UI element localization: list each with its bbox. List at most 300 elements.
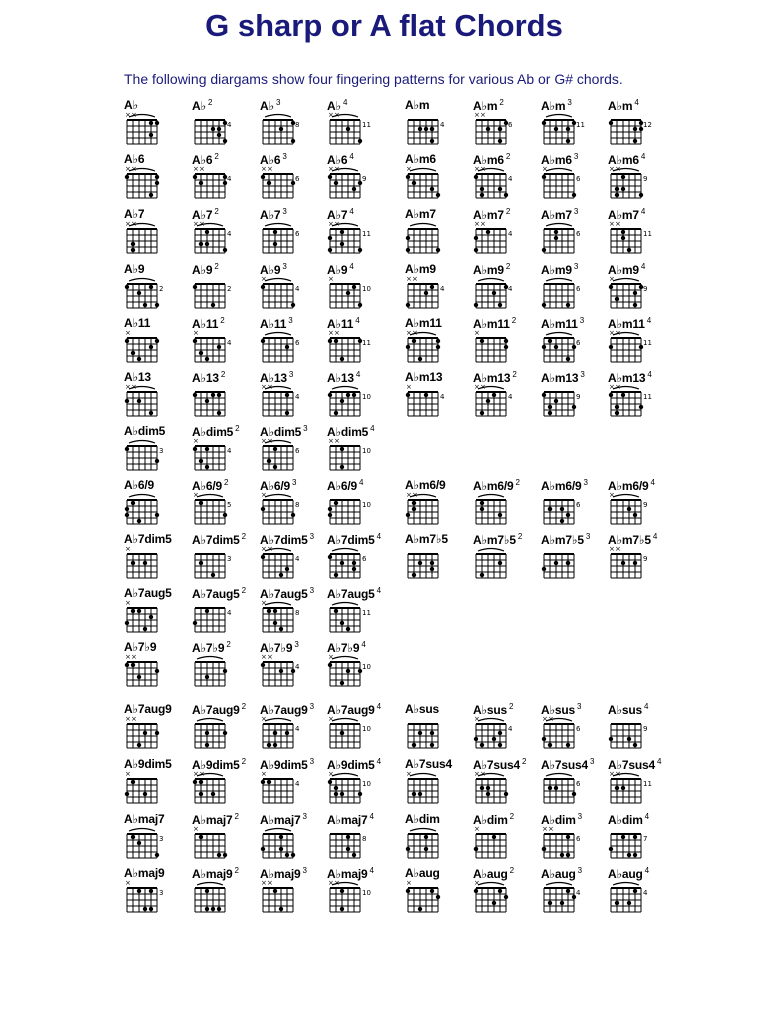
finger-dot <box>498 561 502 565</box>
finger-dot <box>137 889 141 893</box>
finger-dot <box>340 465 344 469</box>
finger-dot <box>291 853 295 857</box>
chord-name-text: A♭m11 <box>473 317 510 331</box>
finger-dot <box>621 175 625 179</box>
finger-dot <box>193 175 197 179</box>
fretboard-grid <box>260 652 308 692</box>
finger-dot <box>615 193 619 197</box>
finger-dot <box>193 285 197 289</box>
chord-diagram <box>473 866 541 920</box>
chord-diagram <box>608 866 676 920</box>
fret-position-label: 8 <box>295 501 300 509</box>
finger-dot <box>492 393 496 397</box>
finger-dot <box>480 339 484 343</box>
barre-arc <box>332 774 358 777</box>
fretboard-grid <box>327 436 375 476</box>
finger-dot <box>418 731 422 735</box>
finger-dot <box>352 853 356 857</box>
finger-dot <box>406 303 410 307</box>
fretboard-grid <box>541 769 589 809</box>
variant-number: 3 <box>567 98 572 107</box>
chord-diagram <box>327 207 395 261</box>
finger-dot <box>155 459 159 463</box>
chord-diagram <box>327 316 395 370</box>
finger-dot <box>199 242 203 246</box>
finger-dot <box>328 175 332 179</box>
fret-position-label: 11 <box>643 339 652 347</box>
chord-name-text: A♭dim5 <box>192 425 234 439</box>
finger-dot <box>430 567 434 571</box>
variant-number: 4 <box>361 640 366 649</box>
finger-dot <box>633 853 637 857</box>
fretboard-grid <box>541 164 589 204</box>
nut <box>544 553 574 555</box>
nut <box>544 723 574 725</box>
chord-name-text: A♭7 <box>192 208 213 222</box>
chord-diagram <box>608 812 676 866</box>
fretboard-grid <box>124 544 172 584</box>
page-title: G sharp or A flat Chords <box>205 8 563 43</box>
finger-dot <box>149 193 153 197</box>
finger-dot <box>504 895 508 899</box>
chord-diagram <box>327 478 395 532</box>
variant-number: 3 <box>288 370 294 379</box>
finger-dot <box>340 681 344 685</box>
finger-dot <box>504 193 508 197</box>
finger-dot <box>143 627 147 631</box>
fret-position-label: 11 <box>576 121 585 129</box>
barre-arc <box>265 829 291 832</box>
variant-number: 3 <box>577 702 582 711</box>
finger-dot <box>418 127 422 131</box>
finger-dot <box>412 792 416 796</box>
finger-dot <box>261 780 265 784</box>
chord-name-text: A♭7aug5 <box>192 587 240 601</box>
nut <box>544 833 574 835</box>
chord-name-text: A♭m7 <box>608 208 639 222</box>
fretboard-grid <box>541 110 589 150</box>
fretboard-grid <box>260 328 308 368</box>
chord-name-text: A♭11 <box>192 317 219 331</box>
finger-dot <box>199 835 203 839</box>
chord-name-text: A♭6 <box>260 153 281 167</box>
finger-dot <box>334 786 338 790</box>
chord-diagram <box>541 478 609 532</box>
finger-dot <box>273 609 277 613</box>
nut <box>195 173 225 175</box>
chord-diagram <box>124 262 192 316</box>
fret-position-label: 6 <box>295 230 300 238</box>
nut <box>195 833 225 835</box>
muted-string-mark: × <box>615 165 621 173</box>
fretboard-grid <box>541 490 589 530</box>
chord-name-text: A♭m7♭5 <box>608 533 651 547</box>
chord-name-text: A♭7dim5 <box>192 533 240 547</box>
fretboard-grid <box>473 382 521 422</box>
fretboard-grid <box>405 328 453 368</box>
finger-dot <box>480 743 484 747</box>
finger-dot <box>548 786 552 790</box>
chord-name-text: A♭m6/9 <box>473 479 514 493</box>
chord-diagram <box>473 370 541 424</box>
chord-diagram <box>405 757 473 811</box>
chord-name-text: A♭7♭9 <box>327 641 360 655</box>
finger-dot <box>560 901 564 905</box>
fret-position-label: 6 <box>576 835 581 843</box>
chord-name-text: A♭maj9 <box>260 867 301 881</box>
fretboard-grid <box>405 274 453 314</box>
chord-name-text: A♭sus <box>608 703 643 717</box>
finger-dot <box>125 339 129 343</box>
finger-dot <box>498 731 502 735</box>
fretboard-grid <box>260 164 308 204</box>
nut <box>476 173 506 175</box>
finger-dot <box>609 393 613 397</box>
finger-dot <box>352 393 356 397</box>
barre-arc <box>546 333 572 336</box>
variant-number: 3 <box>282 152 287 161</box>
variant-number: 2 <box>241 702 246 711</box>
nut <box>195 661 225 663</box>
nut <box>330 173 360 175</box>
chord-name-text: A♭9 <box>124 262 145 276</box>
nut <box>263 391 293 393</box>
finger-dot <box>217 853 221 857</box>
variant-number: 3 <box>309 532 314 541</box>
finger-dot <box>334 339 338 343</box>
chord-diagram <box>260 532 328 586</box>
finger-dot <box>621 236 625 240</box>
finger-dot <box>199 792 203 796</box>
fretboard-grid <box>541 219 589 259</box>
finger-dot <box>149 615 153 619</box>
finger-dot <box>498 303 502 307</box>
fretboard-grid <box>327 490 375 530</box>
muted-string-mark: × <box>334 220 340 228</box>
finger-dot <box>199 351 203 355</box>
chord-diagram <box>124 370 192 424</box>
finger-dot <box>504 792 508 796</box>
nut <box>476 119 506 121</box>
fretboard-grid <box>541 274 589 314</box>
nut <box>408 283 438 285</box>
fretboard-grid <box>260 490 308 530</box>
muted-string-mark: × <box>406 383 412 391</box>
fret-position-label: 2 <box>159 285 164 293</box>
finger-dot <box>285 393 289 397</box>
finger-dot <box>131 663 135 667</box>
fretboard-grid <box>608 878 656 918</box>
finger-dot <box>279 573 283 577</box>
finger-dot <box>143 561 147 565</box>
chord-name-text: A♭11 <box>260 317 287 331</box>
fretboard-grid <box>124 328 172 368</box>
barre-arc <box>265 115 291 118</box>
variant-number: 2 <box>505 207 511 216</box>
chord-name-text: A♭9dim5 <box>327 758 375 772</box>
variant-number: 4 <box>376 586 381 595</box>
barre-arc <box>613 279 639 282</box>
finger-dot <box>340 561 344 565</box>
finger-dot <box>340 792 344 796</box>
fret-position-label: 9 <box>643 285 648 293</box>
finger-dot <box>412 501 416 505</box>
muted-string-mark: × <box>261 275 267 283</box>
muted-string-mark: × <box>125 111 131 119</box>
nut <box>611 173 641 175</box>
nut <box>476 778 506 780</box>
barre-arc <box>478 719 504 722</box>
muted-string-mark: × <box>131 653 137 661</box>
finger-dot <box>424 127 428 131</box>
fretboard-grid <box>327 274 375 314</box>
finger-dot <box>436 248 440 252</box>
finger-dot <box>633 127 637 131</box>
fret-position-label: 10 <box>362 663 371 671</box>
chord-name-text: A♭7aug9 <box>192 703 240 717</box>
barre-arc <box>197 495 223 498</box>
chord-diagram <box>124 702 192 756</box>
fret-position-label: 4 <box>295 393 300 401</box>
chord-name-text: A♭ <box>260 99 274 113</box>
finger-dot <box>358 792 362 796</box>
muted-string-mark: × <box>125 165 131 173</box>
fret-position-label: 4 <box>508 725 513 733</box>
finger-dot <box>560 507 564 511</box>
nut <box>195 119 225 121</box>
muted-string-mark: × <box>131 220 137 228</box>
finger-dot <box>155 121 159 125</box>
finger-dot <box>436 193 440 197</box>
fretboard-grid <box>124 769 172 809</box>
chord-name-text: A♭dim5 <box>260 425 302 439</box>
chord-diagram <box>327 640 395 694</box>
finger-dot <box>418 792 422 796</box>
variant-number: 4 <box>656 757 662 766</box>
barre-arc <box>546 224 572 227</box>
fret-position-label: 9 <box>643 725 648 733</box>
muted-string-mark: × <box>615 329 621 337</box>
finger-dot <box>504 339 508 343</box>
finger-dot <box>131 780 135 784</box>
finger-dot <box>627 737 631 741</box>
finger-dot <box>358 139 362 143</box>
fret-position-label: 3 <box>159 447 164 455</box>
finger-dot <box>498 127 502 131</box>
chord-name-text: A♭maj7 <box>124 812 165 826</box>
variant-number: 4 <box>640 262 646 271</box>
chord-diagram <box>405 316 473 370</box>
finger-dot <box>418 561 422 565</box>
finger-dot <box>137 841 141 845</box>
finger-dot <box>548 507 552 511</box>
muted-string-mark: × <box>542 825 548 833</box>
muted-string-mark: × <box>267 437 273 445</box>
finger-dot <box>273 447 277 451</box>
nut <box>195 887 225 889</box>
chord-name-text: A♭maj7 <box>260 813 301 827</box>
finger-dot <box>340 621 344 625</box>
chord-diagram <box>541 152 609 206</box>
nut <box>408 778 438 780</box>
chord-name-text: A♭7dim5 <box>327 533 375 547</box>
chord-diagram <box>124 866 192 920</box>
variant-number: 3 <box>577 812 582 821</box>
finger-dot <box>205 907 209 911</box>
finger-dot <box>217 393 221 397</box>
nut <box>408 337 438 339</box>
fretboard-grid <box>192 274 240 314</box>
finger-dot <box>615 411 619 415</box>
muted-string-mark: × <box>267 653 273 661</box>
muted-string-mark: × <box>609 383 615 391</box>
fretboard-grid <box>405 714 453 754</box>
finger-dot <box>609 847 613 851</box>
finger-dot <box>125 621 129 625</box>
fret-position-label: 6 <box>576 339 581 347</box>
fretboard-grid <box>260 824 308 864</box>
nut <box>195 228 225 230</box>
variant-number: 3 <box>589 757 595 766</box>
finger-dot <box>267 780 271 784</box>
muted-string-mark: × <box>125 879 131 887</box>
finger-dot <box>155 181 159 185</box>
finger-dot <box>572 405 576 409</box>
finger-dot <box>149 285 153 289</box>
variant-number: 3 <box>577 866 582 875</box>
fret-position-label: 6 <box>576 501 581 509</box>
fretboard-grid <box>192 382 240 422</box>
finger-dot <box>609 345 613 349</box>
muted-string-mark: × <box>328 715 334 723</box>
variant-number: 3 <box>573 207 579 216</box>
variant-number: 2 <box>214 207 219 216</box>
chord-diagram <box>473 757 541 811</box>
chord-name-text: A♭7aug5 <box>124 586 172 600</box>
chord-diagram <box>541 370 609 424</box>
fret-position-label: 8 <box>295 121 300 129</box>
chord-name-text: A♭11 <box>327 317 354 331</box>
barre-arc <box>197 719 223 722</box>
fretboard-grid <box>473 274 521 314</box>
muted-string-mark: × <box>334 111 340 119</box>
barre-arc <box>197 883 223 886</box>
fret-position-label: 9 <box>643 175 648 183</box>
muted-string-mark: × <box>267 383 273 391</box>
chord-diagram <box>541 757 609 811</box>
nut <box>476 553 506 555</box>
fretboard-grid <box>327 714 375 754</box>
chord-diagram <box>541 98 609 152</box>
chord-diagram <box>192 586 260 640</box>
finger-dot <box>627 248 631 252</box>
chord-diagram <box>260 866 328 920</box>
chord-diagram <box>260 478 328 532</box>
finger-dot <box>474 236 478 240</box>
chord-name-text: A♭7aug9 <box>260 703 308 717</box>
fret-position-label: 4 <box>576 889 581 897</box>
muted-string-mark: × <box>328 653 334 661</box>
variant-number: 3 <box>580 370 585 379</box>
finger-dot <box>430 139 434 143</box>
muted-string-mark: × <box>261 653 267 661</box>
chord-diagram <box>192 98 260 152</box>
chord-name-text: A♭m7 <box>473 208 504 222</box>
fret-position-label: 9 <box>643 501 648 509</box>
finger-dot <box>217 127 221 131</box>
nut <box>263 553 293 555</box>
fretboard-grid <box>327 328 375 368</box>
finger-dot <box>639 193 643 197</box>
finger-dot <box>542 393 546 397</box>
chord-diagram <box>327 262 395 316</box>
chord-name-text: A♭maj7 <box>192 813 233 827</box>
muted-string-mark: × <box>474 220 480 228</box>
nut <box>263 661 293 663</box>
finger-dot <box>125 507 129 511</box>
chord-diagram <box>608 757 676 811</box>
fretboard-grid <box>124 382 172 422</box>
finger-dot <box>430 731 434 735</box>
chord-name-text: A♭m6 <box>405 152 436 166</box>
finger-dot <box>137 743 141 747</box>
nut <box>127 723 157 725</box>
chord-diagram <box>260 424 328 478</box>
fret-position-label: 10 <box>362 780 371 788</box>
chord-diagram <box>260 370 328 424</box>
nut <box>408 553 438 555</box>
finger-dot <box>131 501 135 505</box>
fretboard-grid <box>405 110 453 150</box>
chord-diagram <box>124 152 192 206</box>
fretboard-grid <box>124 714 172 754</box>
nut <box>544 283 574 285</box>
nut <box>263 119 293 121</box>
variant-number: 3 <box>309 586 314 595</box>
finger-dot <box>621 786 625 790</box>
fretboard-grid <box>608 110 656 150</box>
finger-dot <box>199 501 203 505</box>
finger-dot <box>480 573 484 577</box>
finger-dot <box>418 357 422 361</box>
fretboard-grid <box>405 219 453 259</box>
chord-name-text: A♭m9 <box>473 263 504 277</box>
chord-diagram <box>327 586 395 640</box>
muted-string-mark: × <box>328 770 334 778</box>
variant-number: 2 <box>241 757 246 766</box>
barre-arc <box>129 279 155 282</box>
finger-dot <box>346 835 350 839</box>
variant-number: 4 <box>640 152 646 161</box>
finger-dot <box>211 573 215 577</box>
chord-name-text: A♭13 <box>327 371 354 385</box>
finger-dot <box>621 835 625 839</box>
finger-dot <box>542 121 546 125</box>
muted-string-mark: × <box>406 491 412 499</box>
chord-diagram <box>608 207 676 261</box>
variant-number: 3 <box>579 316 584 325</box>
finger-dot <box>480 193 484 197</box>
finger-dot <box>346 291 350 295</box>
variant-number: 2 <box>509 702 514 711</box>
finger-dot <box>615 297 619 301</box>
nut <box>263 607 293 609</box>
finger-dot <box>334 501 338 505</box>
chord-diagram <box>192 262 260 316</box>
finger-dot <box>261 663 265 667</box>
fret-position-label: 11 <box>643 393 652 401</box>
variant-number: 3 <box>309 702 314 711</box>
